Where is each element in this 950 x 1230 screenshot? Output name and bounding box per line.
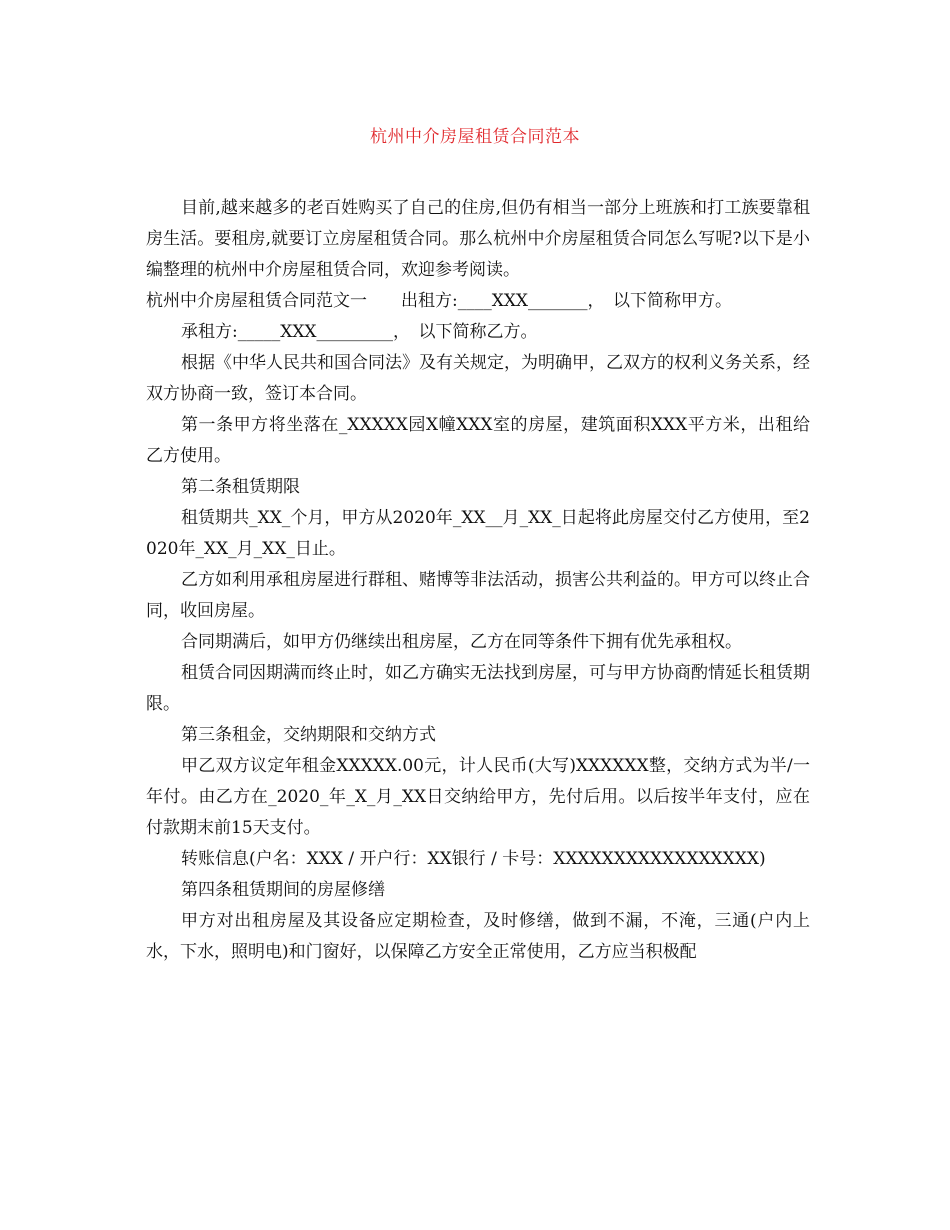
heading-article-2: 第二条租赁期限 (181, 477, 300, 497)
paragraph-intro: 目前,越来越多的老百姓购买了自己的住房,但仍有相当一部分上班族和打工族要靠租房生活。要租房,就要订立房屋租赁合同。那么杭州中介房屋租赁合同怎么写呢?以下是小编整理的杭州中介房屋租赁合同，欢迎参考阅读。 (146, 198, 810, 280)
document-title: 杭州中介房屋租赁合同范本 (370, 127, 580, 147)
heading-article-4: 第四条租赁期间的房屋修缮 (181, 880, 385, 900)
paragraph-renewal-priority: 合同期满后，如甲方仍继续出租房屋，乙方在同等条件下拥有优先承租权。 (181, 632, 742, 652)
paragraph-termination: 乙方如利用承租房屋进行群租、赌博等非法活动，损害公共利益的。甲方可以终止合同，收回房屋。 (146, 570, 810, 621)
document-body (146, 193, 810, 968)
paragraph-repairs: 甲方对出租房屋及其设备应定期检查，及时修缮，做到不漏，不淹，三通(户内上水，下水，照明电)和门窗好，以保障乙方安全正常使用，乙方应当积极配 (146, 911, 810, 962)
paragraph-extension: 租赁合同因期满而终止时，如乙方确实无法找到房屋，可与甲方协商酌情延长租赁期限。 (146, 663, 810, 714)
paragraph-lease-term: 租赁期共_XX_个月，甲方从2020年_XX__月_XX_日起将此房屋交付乙方使用，至2020年_XX_月_XX_日止。 (146, 508, 810, 559)
paragraph-lessor: 杭州中介房屋租赁合同范文一 出租方:____XXX_______， 以下简称甲方。 (146, 291, 733, 311)
heading-article-3: 第三条租金，交纳期限和交纳方式 (181, 725, 436, 745)
paragraph-lessee: 承租方:_____XXX_________， 以下简称乙方。 (181, 322, 538, 342)
paragraph-article-1: 第一条甲方将坐落在_XXXXX园X幢XXX室的房屋，建筑面积XXX平方米，出租给乙方使用。 (146, 415, 810, 466)
paragraph-transfer-info: 转账信息(户名：XXX / 开户行：XX银行 / 卡号：XXXXXXXXXXXXXXXXX) (181, 849, 766, 869)
paragraph-rent: 甲乙双方议定年租金XXXXX.00元，计人民币(大写)XXXXXX整，交纳方式为半/一年付。由乙方在_2020_年_X_月_XX日交纳给甲方，先付后用。以后按半年支付，应在付款期末前15天支付。 (146, 756, 810, 838)
paragraph-basis: 根据《中华人民共和国合同法》及有关规定，为明确甲，乙双方的权利义务关系，经双方协商一致，签订本合同。 (146, 353, 810, 404)
